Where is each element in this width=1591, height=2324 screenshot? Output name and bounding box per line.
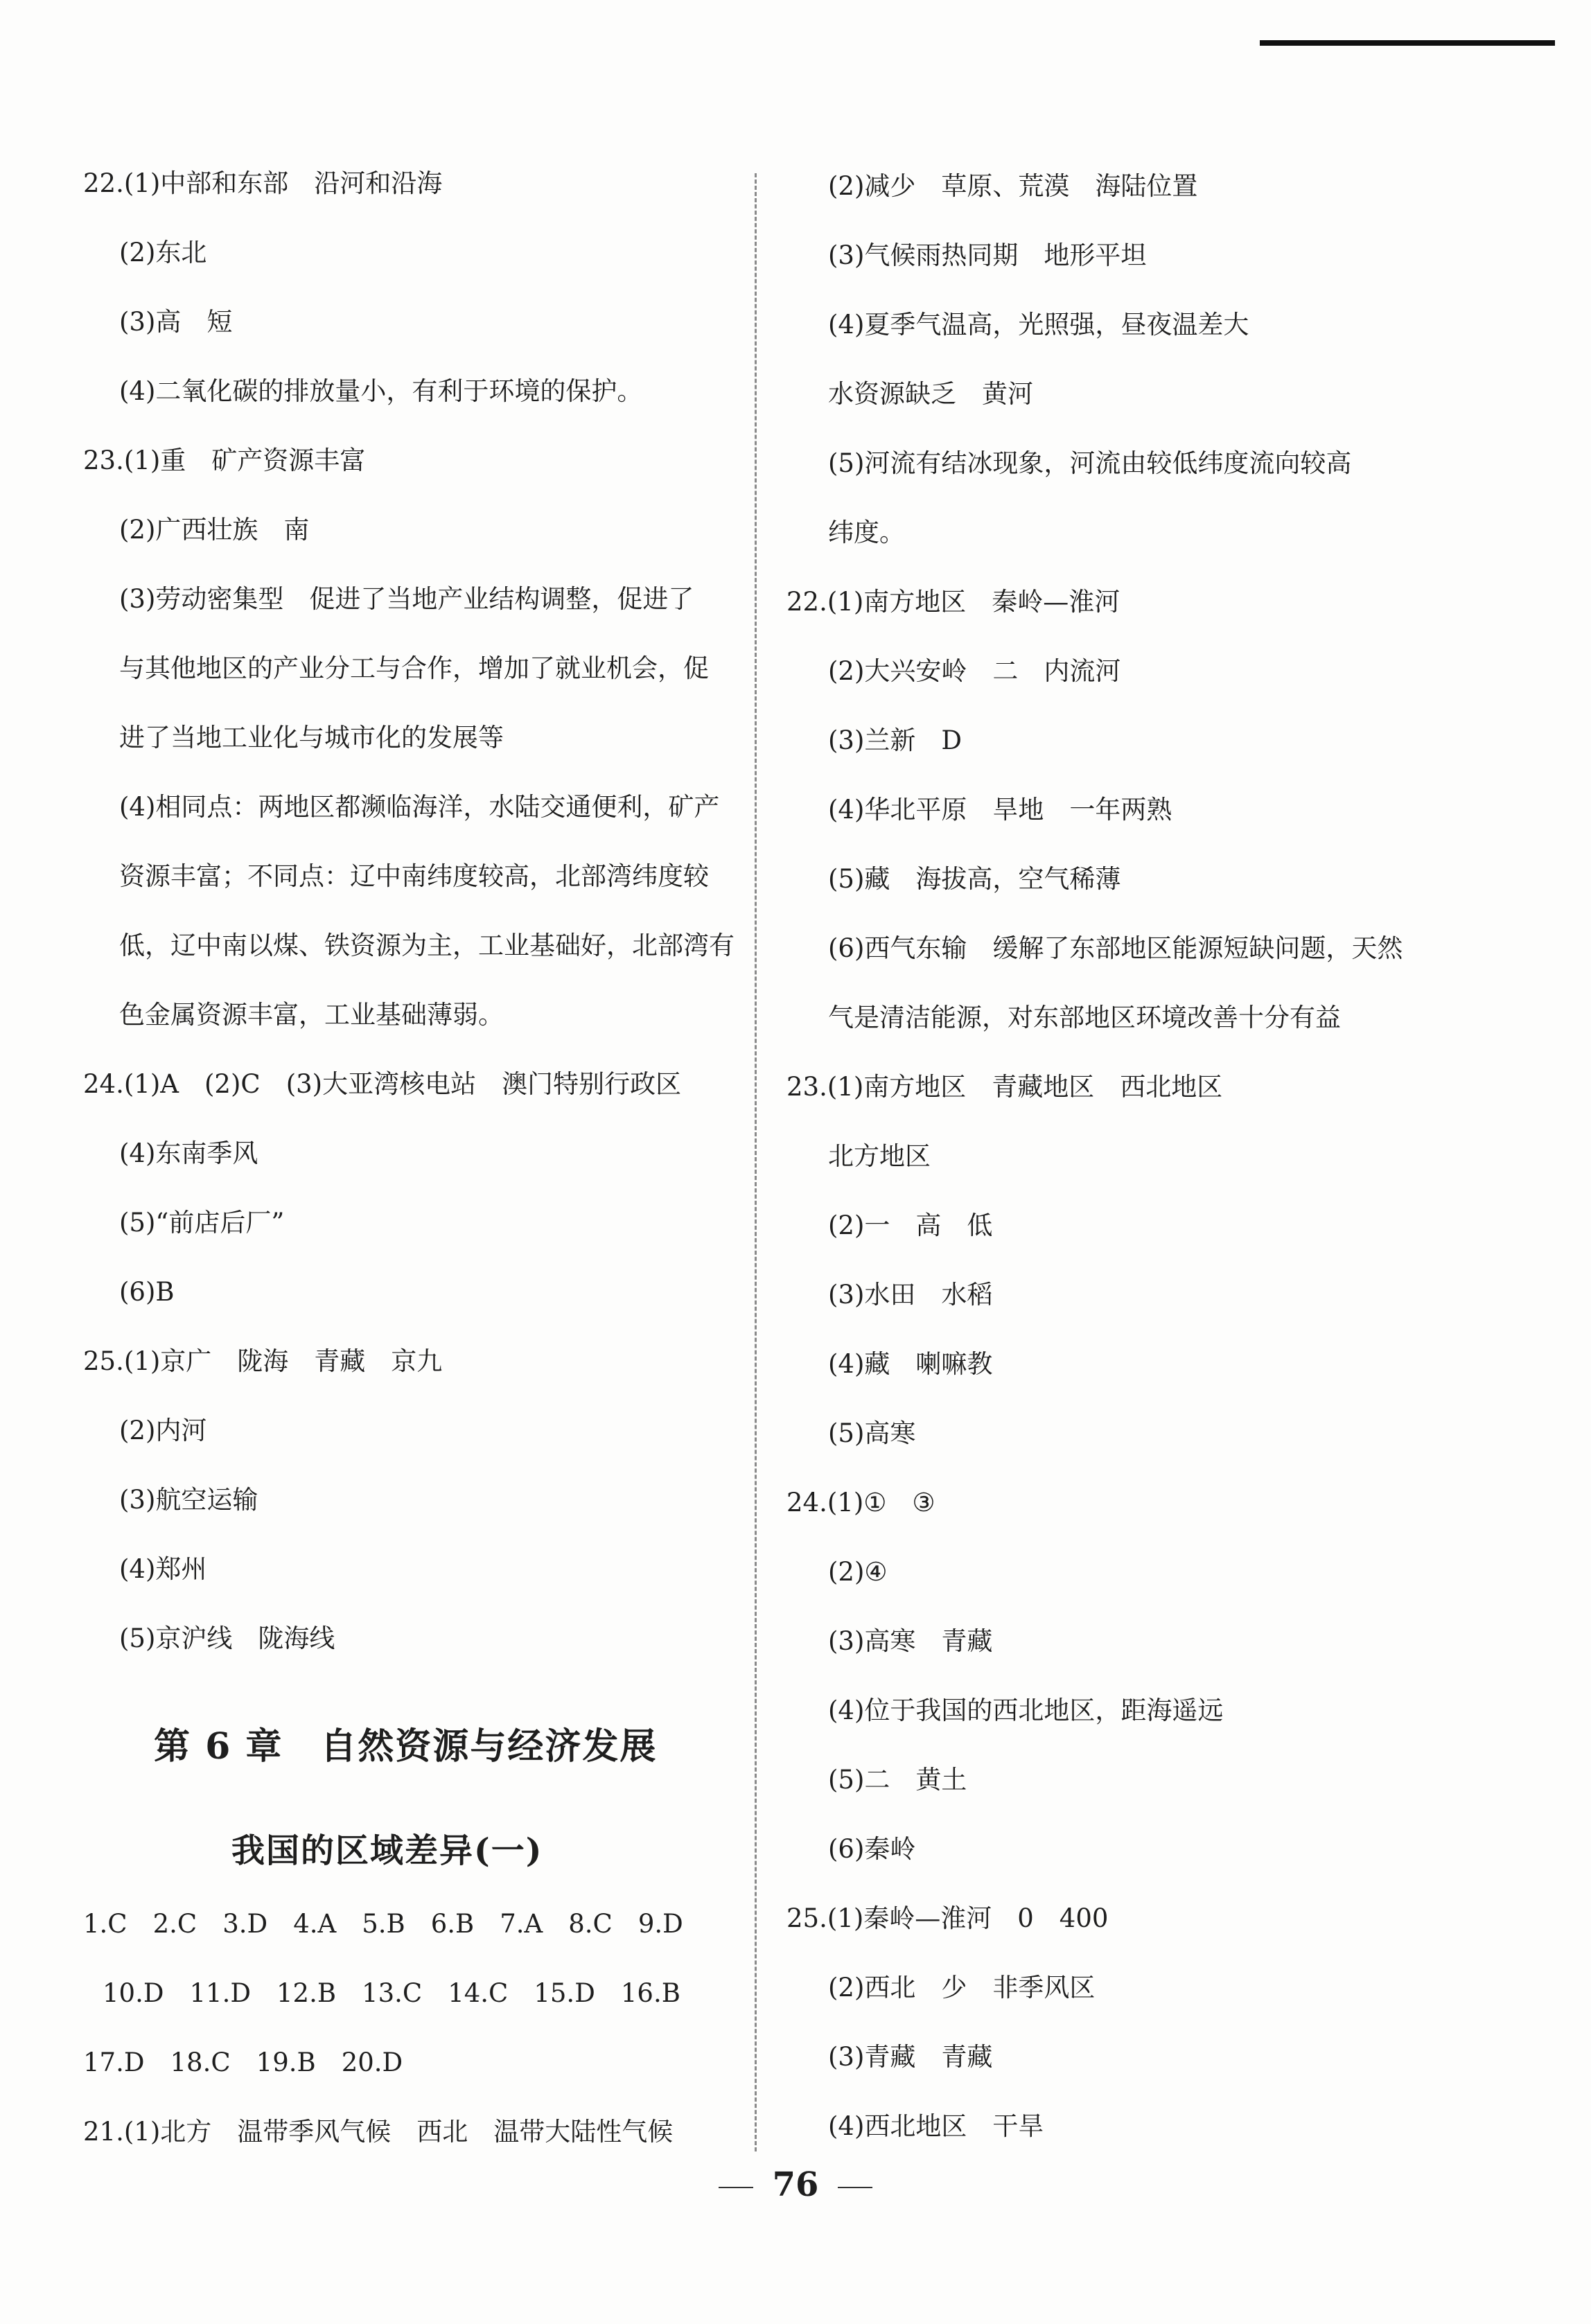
- answer-line: (2)减少 草原、荒漠 海陆位置: [828, 171, 1198, 201]
- answer-line: (4)藏 喇嘛教: [828, 1349, 993, 1379]
- answer-line: 25.(1)秦岭—淮河 0 400: [786, 1903, 1109, 1933]
- answer-line: (4)华北平原 旱地 一年两熟: [828, 795, 1172, 825]
- answer-line: 进了当地工业化与城市化的发展等: [119, 723, 504, 752]
- answer-line: (4)西北地区 干旱: [828, 2111, 1044, 2141]
- answer-line: 24.(1)A (2)C (3)大亚湾核电站 澳门特别行政区: [83, 1069, 682, 1099]
- answer-line: (2)西北 少 非季风区: [828, 1973, 1096, 2002]
- answer-line: (5)“前店后厂”: [119, 1208, 285, 1238]
- answer-line: (6)西气东输 缓解了东部地区能源短缺问题，天然: [828, 933, 1403, 963]
- answer-line: 北方地区: [828, 1141, 931, 1171]
- answer-line: 资源丰富；不同点：辽中南纬度较高，北部湾纬度较: [119, 861, 709, 891]
- section-title: 我国的区域差异(一): [231, 1831, 543, 1870]
- answer-line: (6)B: [119, 1277, 175, 1307]
- answer-line: 低，辽中南以煤、铁资源为主，工业基础好，北部湾有: [119, 931, 735, 960]
- footer-dash-right: [838, 2187, 872, 2188]
- answer-line: 纬度。: [828, 518, 905, 547]
- answer-line: (2)东北: [119, 238, 207, 267]
- answer-line: (4)夏季气温高，光照强，昼夜温差大: [828, 310, 1249, 340]
- answer-line: (2)④: [828, 1557, 888, 1587]
- answer-line: (4)相同点：两地区都濒临海洋，水陆交通便利，矿产: [119, 792, 720, 822]
- answer-key-line: 17.D 18.C 19.B 20.D: [83, 2048, 403, 2077]
- answer-line: (2)广西壮族 南: [119, 515, 310, 545]
- answer-line: (5)藏 海拔高，空气稀薄: [828, 864, 1121, 894]
- answer-line: (5)河流有结冰现象，河流由较低纬度流向较高: [828, 448, 1352, 478]
- answer-line: (2)内河: [119, 1416, 207, 1445]
- answer-line: 25.(1)京广 陇海 青藏 京九: [83, 1346, 443, 1376]
- answer-line: (2)大兴安岭 二 内流河: [828, 656, 1121, 686]
- answer-line: 与其他地区的产业分工与合作，增加了就业机会，促: [119, 653, 709, 683]
- answer-line: (3)航空运输: [119, 1485, 258, 1515]
- answer-line: 23.(1)南方地区 青藏地区 西北地区: [786, 1072, 1223, 1102]
- answer-line: 气是清洁能源，对东部地区环境改善十分有益: [828, 1003, 1341, 1032]
- answer-line: (3)兰新 D: [828, 725, 962, 755]
- answer-line: 色金属资源丰富，工业基础薄弱。: [119, 1000, 504, 1030]
- answer-line: (6)秦岭: [828, 1834, 916, 1864]
- answer-line: (5)京沪线 陇海线: [119, 1623, 335, 1653]
- footer-dash-left: [719, 2187, 753, 2188]
- answer-line: 24.(1)① ③: [786, 1488, 935, 1517]
- answer-line: 23.(1)重 矿产资源丰富: [83, 446, 366, 475]
- page-footer: [0, 2165, 1591, 2204]
- answer-line: 22.(1)中部和东部 沿河和沿海: [83, 168, 443, 198]
- answer-line: (4)郑州: [119, 1554, 207, 1584]
- answer-key-line: 1.C 2.C 3.D 4.A 5.B 6.B 7.A 8.C 9.D: [83, 1909, 683, 1939]
- top-rule: [1260, 40, 1555, 46]
- answer-line: 21.(1)北方 温带季风气候 西北 温带大陆性气候: [83, 2117, 674, 2147]
- answer-line: (4)位于我国的西北地区，距海遥远: [828, 1696, 1224, 1725]
- answer-line: (3)青藏 青藏: [828, 2042, 993, 2072]
- answer-line: (4)东南季风: [119, 1138, 258, 1168]
- page-number: 76: [772, 2165, 819, 2204]
- answer-line: (2)一 高 低: [828, 1211, 993, 1240]
- answer-line: 22.(1)南方地区 秦岭—淮河: [786, 587, 1120, 617]
- answer-line: (5)高寒: [828, 1418, 916, 1448]
- answer-line: 水资源缺乏 黄河: [828, 379, 1033, 409]
- answer-line: (5)二 黄土: [828, 1765, 967, 1795]
- answer-line: (4)二氧化碳的排放量小，有利于环境的保护。: [119, 376, 643, 406]
- answer-line: (3)高 短: [119, 307, 233, 337]
- answer-key-line: 10.D 11.D 12.B 13.C 14.C 15.D 16.B: [103, 1978, 680, 2008]
- column-divider: [755, 173, 757, 2151]
- answer-line: (3)劳动密集型 促进了当地产业结构调整，促进了: [119, 584, 694, 614]
- answer-line: (3)水田 水稻: [828, 1280, 993, 1310]
- answer-line: (3)高寒 青藏: [828, 1626, 993, 1656]
- chapter-title: 第 6 章 自然资源与经济发展: [154, 1725, 658, 1768]
- answer-line: (3)气候雨热同期 地形平坦: [828, 240, 1147, 270]
